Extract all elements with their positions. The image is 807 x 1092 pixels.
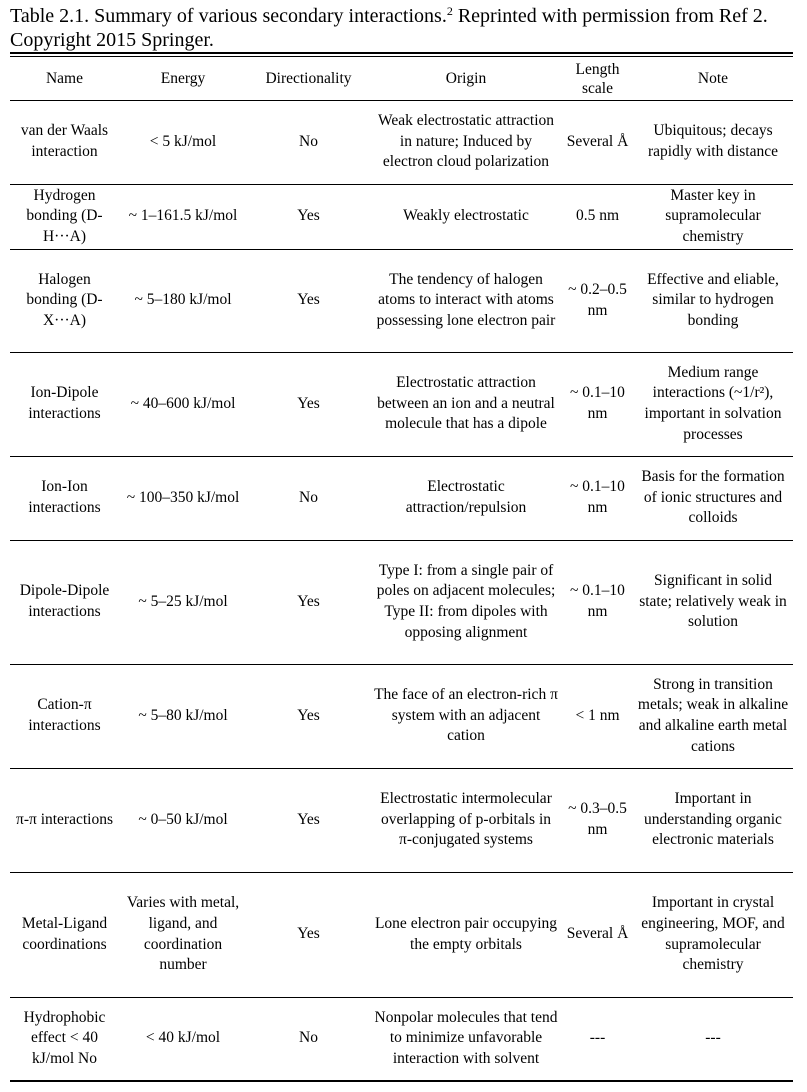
cell-name: Cation-π interactions — [10, 664, 119, 768]
table-caption — [10, 4, 800, 52]
cell-directionality: Yes — [247, 249, 370, 352]
cell-note: Master key in supramolecular chemistry — [633, 184, 793, 249]
cell-energy: < 40 kJ/mol — [119, 997, 247, 1081]
cell-length-scale: ~ 0.1–10 nm — [562, 352, 633, 456]
cell-name: Hydrogen bonding (D-H···A) — [10, 184, 119, 249]
header-length-scale: Length scale — [562, 58, 633, 100]
cell-length-scale: Several Å — [562, 100, 633, 184]
cell-energy: ~ 1–161.5 kJ/mol — [119, 184, 247, 249]
header-note: Note — [633, 58, 793, 100]
cell-length-scale: < 1 nm — [562, 664, 633, 768]
cell-length-scale: ~ 0.1–10 nm — [562, 456, 633, 540]
cell-directionality: Yes — [247, 664, 370, 768]
cell-note: Medium range interactions (~1/r²), important in solvation processes — [633, 352, 793, 456]
cell-name: π-π interactions — [10, 768, 119, 872]
cell-origin: Type I: from a single pair of poles on adjacent molecules; Type II: from dipoles with opposing alignment — [370, 540, 562, 664]
header-name: Name — [10, 58, 119, 100]
cell-note: --- — [633, 997, 793, 1081]
cell-directionality: Yes — [247, 184, 370, 249]
cell-origin: The tendency of halogen atoms to interact with atoms possessing lone electron pair — [370, 249, 562, 352]
cell-length-scale: 0.5 nm — [562, 184, 633, 249]
cell-energy: Varies with metal, ligand, and coordination number — [119, 872, 247, 997]
caption-reference: 2 — [446, 4, 453, 18]
table-row — [10, 249, 793, 352]
table-row — [10, 768, 793, 872]
table-row — [10, 184, 793, 249]
cell-name: Halogen bonding (D-X···A) — [10, 249, 119, 352]
cell-energy: ~ 0–50 kJ/mol — [119, 768, 247, 872]
cell-directionality: Yes — [247, 352, 370, 456]
table-row — [10, 100, 793, 184]
cell-length-scale: ~ 0.2–0.5 nm — [562, 249, 633, 352]
cell-origin: Weakly electrostatic — [370, 184, 562, 249]
table-header-row — [10, 58, 793, 100]
cell-directionality: Yes — [247, 768, 370, 872]
table-row — [10, 456, 793, 540]
cell-length-scale: --- — [562, 997, 633, 1081]
cell-name: Ion-Dipole interactions — [10, 352, 119, 456]
cell-origin: Electrostatic intermolecular overlapping of p-orbitals in π-conjugated systems — [370, 768, 562, 872]
table-top-rule-thin — [10, 56, 793, 57]
cell-directionality: No — [247, 997, 370, 1081]
table-row — [10, 997, 793, 1081]
table-row — [10, 664, 793, 768]
interactions-table — [10, 58, 793, 1082]
cell-note: Strong in transition metals; weak in alkaline and alkaline earth metal cations — [633, 664, 793, 768]
cell-energy: ~ 5–180 kJ/mol — [119, 249, 247, 352]
cell-origin: Nonpolar molecules that tend to minimize unfavorable interaction with solvent — [370, 997, 562, 1081]
table-row — [10, 540, 793, 664]
cell-directionality: No — [247, 100, 370, 184]
cell-directionality: Yes — [247, 872, 370, 997]
header-origin: Origin — [370, 58, 562, 100]
table-top-rule — [10, 52, 793, 54]
cell-energy: ~ 5–80 kJ/mol — [119, 664, 247, 768]
cell-name: Ion-Ion interactions — [10, 456, 119, 540]
cell-note: Important in understanding organic electronic materials — [633, 768, 793, 872]
cell-energy: < 5 kJ/mol — [119, 100, 247, 184]
cell-directionality: Yes — [247, 540, 370, 664]
cell-origin: The face of an electron-rich π system with an adjacent cation — [370, 664, 562, 768]
header-energy: Energy — [119, 58, 247, 100]
cell-note: Basis for the formation of ionic structures and colloids — [633, 456, 793, 540]
cell-name: Dipole-Dipole interactions — [10, 540, 119, 664]
caption-text: Table 2.1. Summary of various secondary interactions. — [10, 5, 447, 27]
cell-origin: Electrostatic attraction between an ion and a neutral molecule that has a dipole — [370, 352, 562, 456]
cell-origin: Weak electrostatic attraction in nature; Induced by electron cloud polarization — [370, 100, 562, 184]
cell-length-scale: ~ 0.3–0.5 nm — [562, 768, 633, 872]
header-directionality: Directionality — [247, 58, 370, 100]
table-row — [10, 352, 793, 456]
cell-length-scale: Several Å — [562, 872, 633, 997]
cell-energy: ~ 40–600 kJ/mol — [119, 352, 247, 456]
caption-text-after: Reprinted with permission from Ref 2. Copyright 2015 Springer. — [10, 5, 768, 51]
cell-note: Effective and eliable, similar to hydrogen bonding — [633, 249, 793, 352]
cell-energy: ~ 100–350 kJ/mol — [119, 456, 247, 540]
cell-origin: Lone electron pair occupying the empty orbitals — [370, 872, 562, 997]
cell-note: Significant in solid state; relatively weak in solution — [633, 540, 793, 664]
cell-note: Ubiquitous; decays rapidly with distance — [633, 100, 793, 184]
cell-length-scale: ~ 0.1–10 nm — [562, 540, 633, 664]
cell-energy: ~ 5–25 kJ/mol — [119, 540, 247, 664]
cell-name: Metal-Ligand coordinations — [10, 872, 119, 997]
cell-note: Important in crystal engineering, MOF, and supramolecular chemistry — [633, 872, 793, 997]
cell-name: Hydrophobic effect < 40 kJ/mol No — [10, 997, 119, 1081]
table-row — [10, 872, 793, 997]
cell-origin: Electrostatic attraction/repulsion — [370, 456, 562, 540]
cell-name: van der Waals interaction — [10, 100, 119, 184]
cell-directionality: No — [247, 456, 370, 540]
